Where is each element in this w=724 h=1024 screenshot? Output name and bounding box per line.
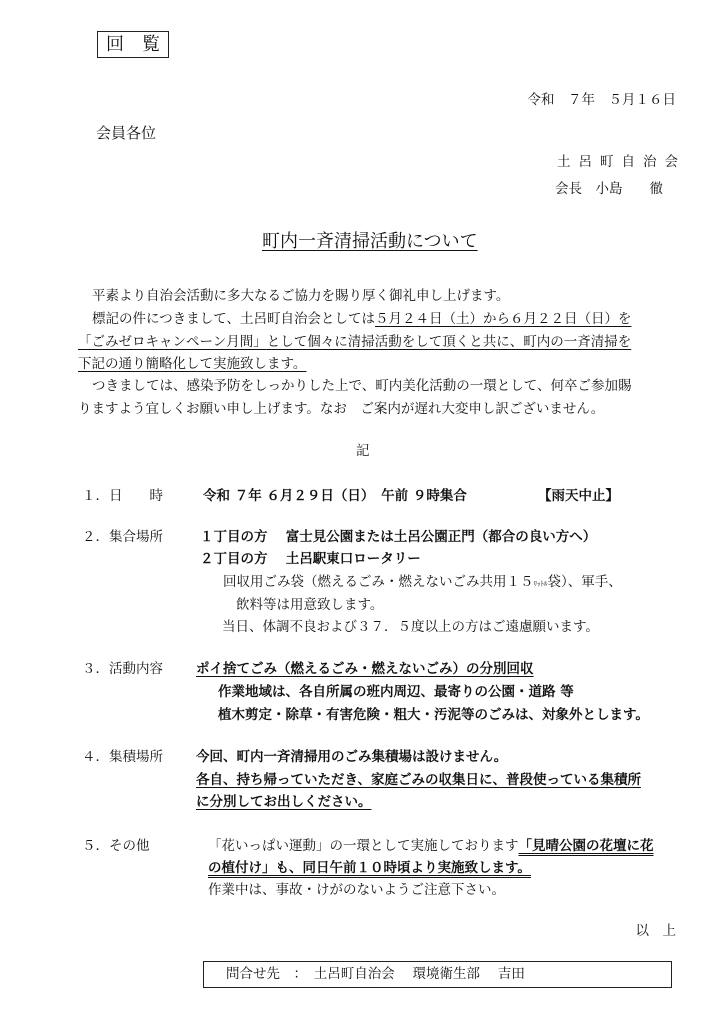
- campaign-period: ５月２４日（土）から６月２２日（日）を: [374, 311, 632, 327]
- intro-line: 「ごみゼロキャンペーン月間」として個々に清掃活動をして頂くと共に、町内の一斉清掃を: [78, 334, 632, 350]
- place-line: １丁目の方 富士見公園または土呂公園正門（都合の良い方へ）: [200, 529, 597, 545]
- place-line: 当日、体調不良および３７．５度以上の方はご遠慮願います。: [222, 619, 599, 635]
- place-line: 飲料等は用意致します。: [236, 597, 384, 613]
- rain-cancel-note: 【雨天中止】: [538, 488, 619, 504]
- item-label: １．日 時: [82, 488, 163, 504]
- place-line: 回収用ごみ袋（燃えるごみ・燃えないごみ共用１５ﾘｯﾄﾙ袋）、軍手、: [223, 574, 622, 590]
- item-label: ５．その他: [82, 838, 150, 854]
- item-label: ４．集積場所: [82, 749, 163, 765]
- intro-line: つきましては、感染予防をしっかりした上で、町内美化活動の一環として、何卒ご参加賜: [92, 378, 632, 394]
- intro-line: 平素より自治会活動に多大なるご協力を賜り厚く御礼申し上げます。: [92, 288, 510, 304]
- place-line: ２丁目の方 土呂駅東口ロータリー: [200, 551, 421, 567]
- sender-org: 土呂町自治会: [557, 154, 686, 170]
- recipients: 会員各位: [96, 124, 157, 142]
- collection-line: 今回、町内一斉清掃用のごみ集積場は設けません。: [196, 749, 508, 765]
- other-line: の植付け」も、同日午前１０時頃より実施致します。: [208, 860, 531, 876]
- contact-box: [203, 961, 672, 988]
- campaign-name: 「ごみゼロキャンペーン月間」: [78, 334, 267, 350]
- other-line: 「花いっぱい運動」の一環として実施しております「見晴公園の花壇に花: [208, 838, 654, 854]
- flower-bed-event: 「見晴公園の花壇に花: [518, 838, 654, 854]
- item-label: ２．集合場所: [82, 529, 163, 545]
- document-title: 町内一斉清掃活動について: [262, 231, 478, 252]
- document-date: 令和 ７年 ５月１６日: [527, 92, 676, 108]
- activity-line: ポイ捨てごみ（燃えるごみ・燃えないごみ）の分別回収: [196, 661, 534, 677]
- contact-text: 問合せ先 ： 土呂町自治会 環境衛生部 吉田: [226, 966, 525, 982]
- activity-line: 作業地域は、各自所属の班内周辺、最寄りの公園・道路 等: [218, 684, 574, 700]
- intro-line: 下記の通り簡略化して実施致します。: [78, 356, 307, 372]
- collection-line: に分別してお出しください。: [196, 794, 372, 810]
- event-datetime: 令和 ７年 ６月２９日（日） 午前 ９時集合: [203, 488, 467, 504]
- activity-line: 植木剪定・除草・有害危険・粗大・汚泥等のごみは、対象外とします。: [218, 707, 649, 723]
- sender-name: 会長 小島 徹: [555, 181, 663, 197]
- intro-line: りますよう宜しくお願い申し上げます。なお ご案内が遅れ大変申し訳ございません。: [78, 401, 605, 417]
- kairan-label: 回 覧: [106, 34, 160, 55]
- intro-line: 標記の件につきまして、土呂町自治会としては５月２４日（土）から６月２２日（日）を: [92, 311, 632, 327]
- ki-heading: 記: [356, 443, 370, 459]
- closing-text: 以 上: [635, 923, 676, 939]
- other-line: 作業中は、事故・けがのないようご注意下さい。: [208, 882, 505, 898]
- collection-line: 各自、持ち帰っていただき、家庭ごみの収集日に、普段使っている集積所: [196, 772, 641, 788]
- item-label: ３．活動内容: [82, 661, 163, 677]
- kairan-stamp: [97, 31, 169, 58]
